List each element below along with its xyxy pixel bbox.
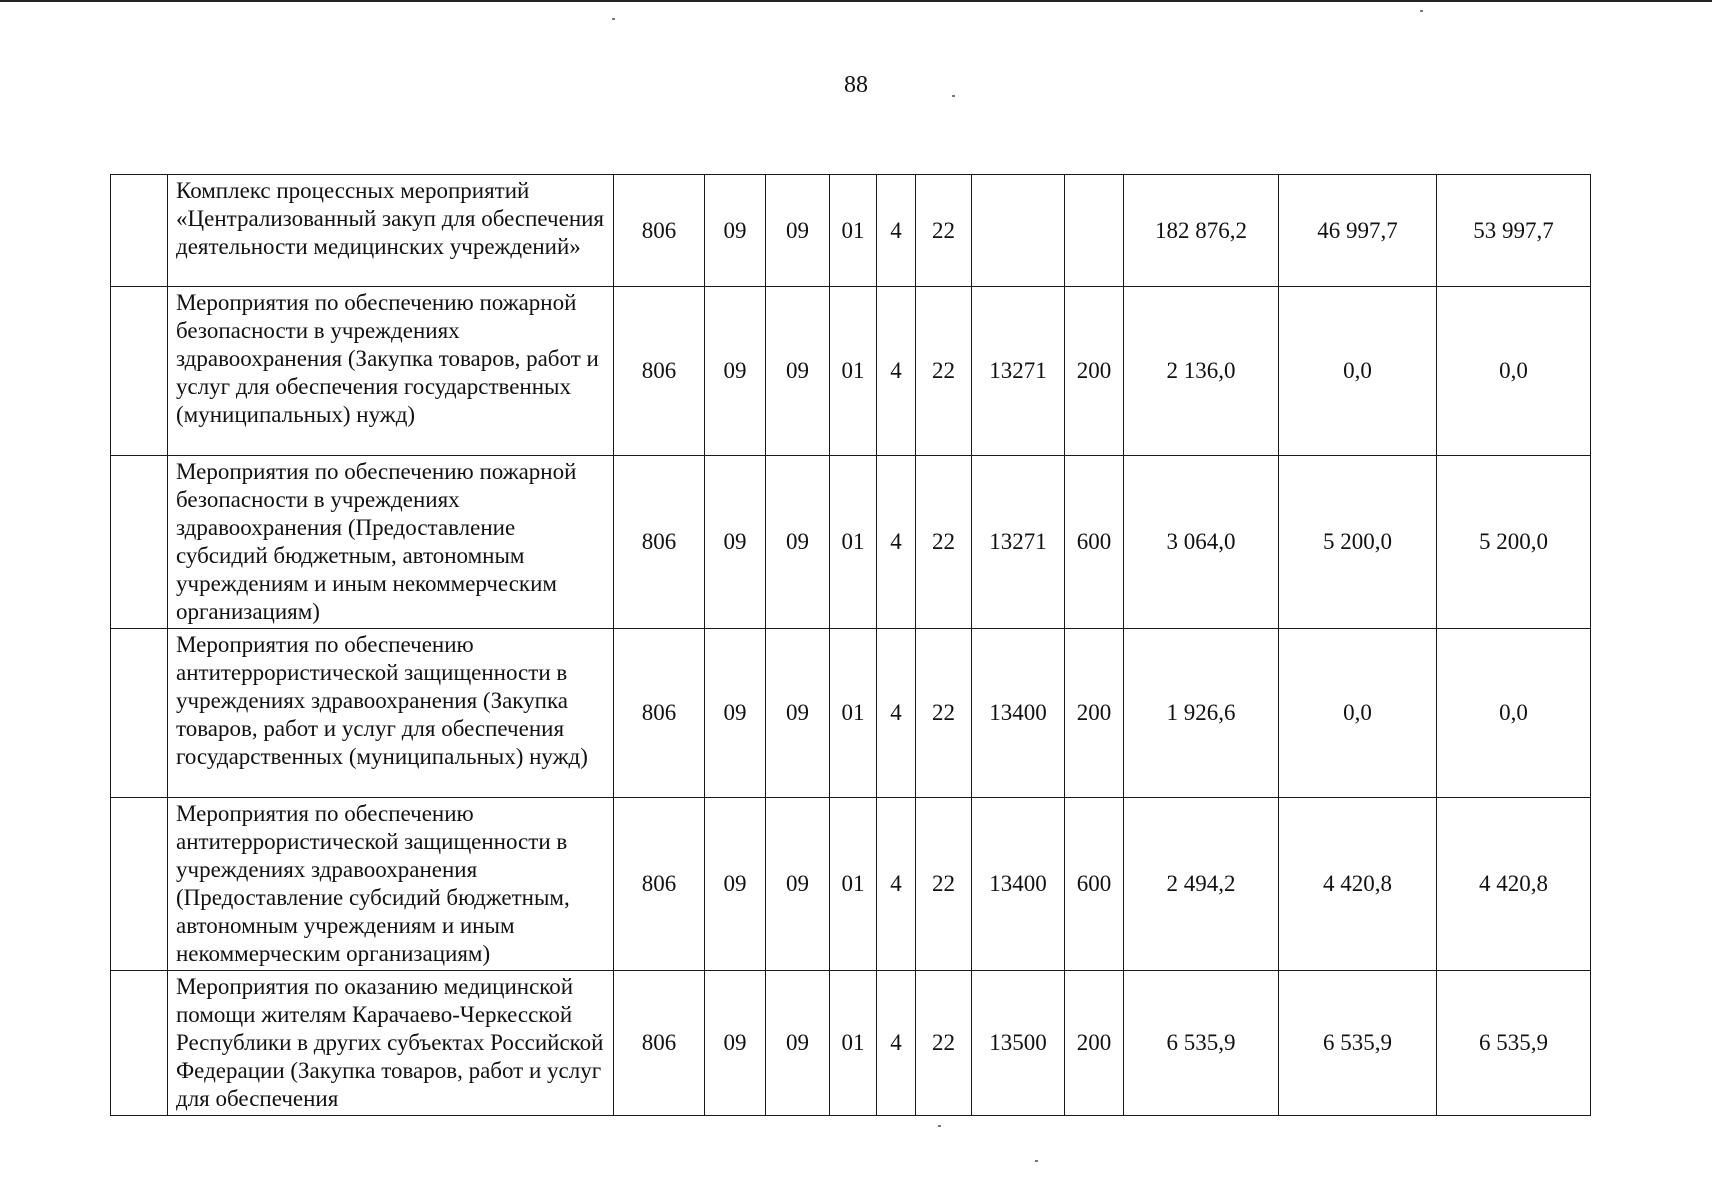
section-code-cell: 09 xyxy=(705,287,766,456)
row-index-cell xyxy=(111,287,168,456)
description-cell: Мероприятия по обеспечению пожарной безопасности в учреждениях здравоохранения (Предоставление субсидий бюджетным, автономным учреждениям и иным некоммерческим организациям) xyxy=(168,456,614,629)
description-cell: Комплекс процессных мероприятий «Централизованный закуп для обеспечения деятельности медицинских учреждений» xyxy=(168,175,614,287)
table-row xyxy=(111,287,1591,456)
description-cell: Мероприятия по обеспечению пожарной безопасности в учреждениях здравоохранения (Закупка товаров, работ и услуг для обеспечения государственных (муниципальных) нужд) xyxy=(168,287,614,456)
direction-code-cell xyxy=(972,175,1065,287)
ministry-code-cell: 806 xyxy=(614,287,705,456)
ministry-code-cell: 806 xyxy=(614,175,705,287)
table-row xyxy=(111,175,1591,287)
table-row xyxy=(111,456,1591,629)
expense-type-code-cell: 200 xyxy=(1065,287,1124,456)
expense-type-code-cell: 600 xyxy=(1065,798,1124,971)
program-code-cell: 01 xyxy=(830,456,877,629)
event-code-cell: 22 xyxy=(916,175,972,287)
subsection-code-cell: 09 xyxy=(766,971,830,1116)
row-index-cell xyxy=(111,629,168,798)
subprogram-code-cell: 4 xyxy=(877,287,916,456)
scan-speck xyxy=(612,18,615,20)
subsection-code-cell: 09 xyxy=(766,456,830,629)
description-cell: Мероприятия по обеспечению антитеррористической защищенности в учреждениях здравоохранения (Предоставление субсидий бюджетным, автономным учреждениям и иным некоммерческим организациям) xyxy=(168,798,614,971)
value-year-1-cell: 2 494,2 xyxy=(1124,798,1279,971)
event-code-cell: 22 xyxy=(916,971,972,1116)
value-year-2-cell: 6 535,9 xyxy=(1279,971,1437,1116)
ministry-code-cell: 806 xyxy=(614,971,705,1116)
table-body xyxy=(111,175,1591,1116)
event-code-cell: 22 xyxy=(916,629,972,798)
value-year-2-cell: 46 997,7 xyxy=(1279,175,1437,287)
subprogram-code-cell: 4 xyxy=(877,971,916,1116)
table-row xyxy=(111,971,1591,1116)
value-year-1-cell: 6 535,9 xyxy=(1124,971,1279,1116)
value-year-2-cell: 5 200,0 xyxy=(1279,456,1437,629)
event-code-cell: 22 xyxy=(916,456,972,629)
subsection-code-cell: 09 xyxy=(766,798,830,971)
value-year-3-cell: 4 420,8 xyxy=(1437,798,1591,971)
program-code-cell: 01 xyxy=(830,175,877,287)
program-code-cell: 01 xyxy=(830,798,877,971)
row-index-cell xyxy=(111,175,168,287)
description-cell: Мероприятия по обеспечению антитеррористической защищенности в учреждениях здравоохранения (Закупка товаров, работ и услуг для обеспечения государственных (муниципальных) нужд) xyxy=(168,629,614,798)
value-year-1-cell: 182 876,2 xyxy=(1124,175,1279,287)
budget-table xyxy=(110,174,1591,1116)
expense-type-code-cell: 600 xyxy=(1065,456,1124,629)
section-code-cell: 09 xyxy=(705,456,766,629)
table-row xyxy=(111,629,1591,798)
section-code-cell: 09 xyxy=(705,175,766,287)
section-code-cell: 09 xyxy=(705,629,766,798)
event-code-cell: 22 xyxy=(916,287,972,456)
ministry-code-cell: 806 xyxy=(614,456,705,629)
scan-speck xyxy=(1035,1160,1038,1162)
event-code-cell: 22 xyxy=(916,798,972,971)
value-year-3-cell: 0,0 xyxy=(1437,287,1591,456)
section-code-cell: 09 xyxy=(705,798,766,971)
direction-code-cell: 13271 xyxy=(972,287,1065,456)
scan-edge-line xyxy=(0,0,1712,2)
page-number: 88 xyxy=(844,72,868,98)
value-year-2-cell: 4 420,8 xyxy=(1279,798,1437,971)
program-code-cell: 01 xyxy=(830,629,877,798)
subprogram-code-cell: 4 xyxy=(877,456,916,629)
table-row xyxy=(111,798,1591,971)
row-index-cell xyxy=(111,798,168,971)
scan-speck xyxy=(938,1125,941,1127)
subsection-code-cell: 09 xyxy=(766,175,830,287)
section-code-cell: 09 xyxy=(705,971,766,1116)
value-year-3-cell: 0,0 xyxy=(1437,629,1591,798)
subprogram-code-cell: 4 xyxy=(877,798,916,971)
subsection-code-cell: 09 xyxy=(766,629,830,798)
program-code-cell: 01 xyxy=(830,971,877,1116)
row-index-cell xyxy=(111,971,168,1116)
expense-type-code-cell: 200 xyxy=(1065,971,1124,1116)
value-year-1-cell: 2 136,0 xyxy=(1124,287,1279,456)
value-year-3-cell: 6 535,9 xyxy=(1437,971,1591,1116)
value-year-1-cell: 1 926,6 xyxy=(1124,629,1279,798)
description-cell: Мероприятия по оказанию медицинской помощи жителям Карачаево-Черкесской Республики в других субъектах Российской Федерации (Закупка товаров, работ и услуг для обеспечения xyxy=(168,971,614,1116)
value-year-2-cell: 0,0 xyxy=(1279,287,1437,456)
direction-code-cell: 13400 xyxy=(972,629,1065,798)
expense-type-code-cell: 200 xyxy=(1065,629,1124,798)
subsection-code-cell: 09 xyxy=(766,287,830,456)
value-year-3-cell: 5 200,0 xyxy=(1437,456,1591,629)
value-year-1-cell: 3 064,0 xyxy=(1124,456,1279,629)
ministry-code-cell: 806 xyxy=(614,798,705,971)
program-code-cell: 01 xyxy=(830,287,877,456)
row-index-cell xyxy=(111,456,168,629)
subprogram-code-cell: 4 xyxy=(877,629,916,798)
scan-speck xyxy=(1420,10,1423,12)
value-year-3-cell: 53 997,7 xyxy=(1437,175,1591,287)
direction-code-cell: 13400 xyxy=(972,798,1065,971)
subprogram-code-cell: 4 xyxy=(877,175,916,287)
value-year-2-cell: 0,0 xyxy=(1279,629,1437,798)
direction-code-cell: 13500 xyxy=(972,971,1065,1116)
direction-code-cell: 13271 xyxy=(972,456,1065,629)
expense-type-code-cell xyxy=(1065,175,1124,287)
ministry-code-cell: 806 xyxy=(614,629,705,798)
